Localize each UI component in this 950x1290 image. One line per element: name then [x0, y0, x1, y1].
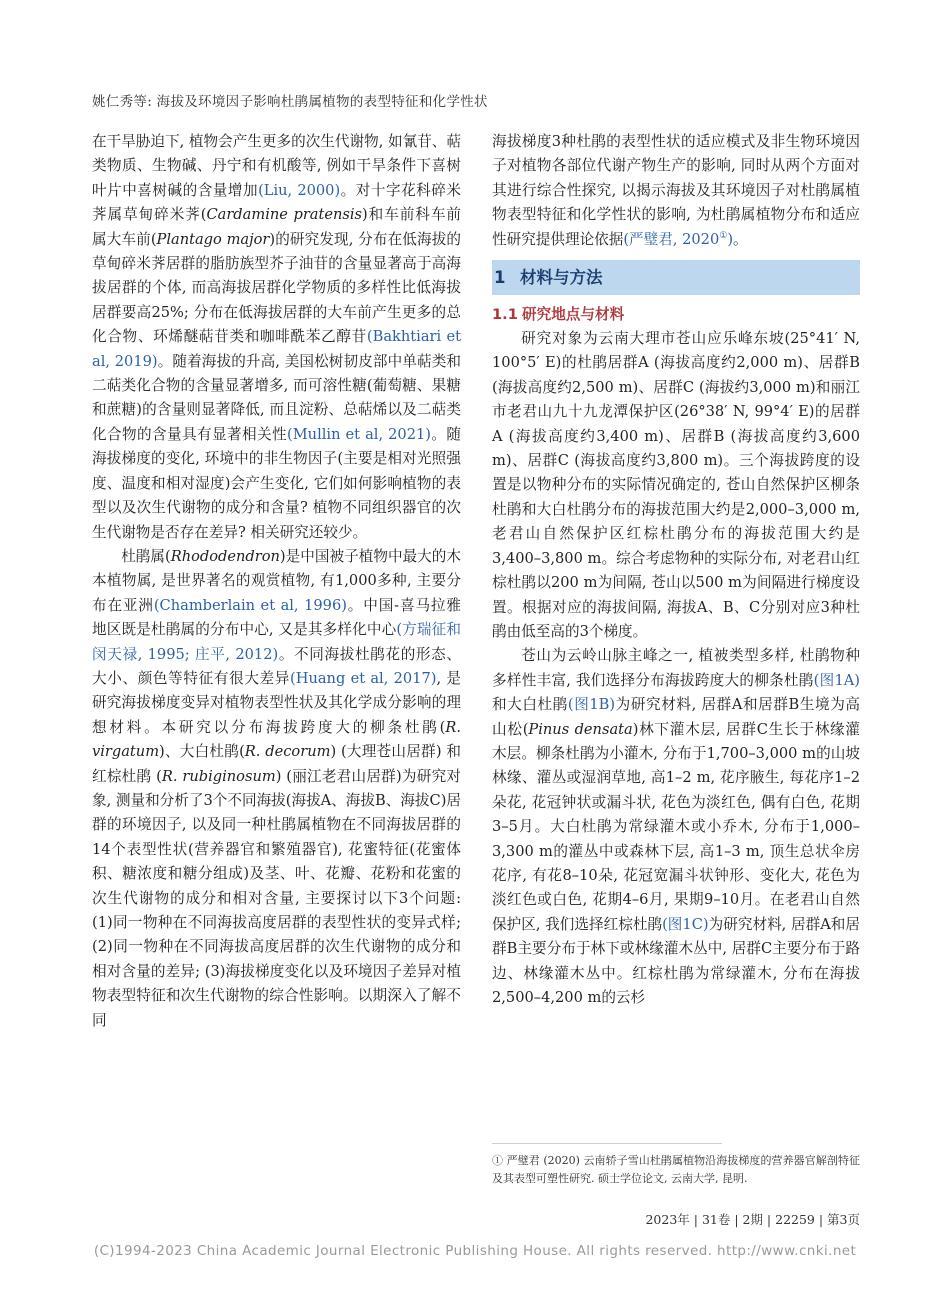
text: 。随海拔梯度的变化, 环境中的非生物因子(主要是相对光照强度、温度和相对湿度)会产生变化, 它们如何影响植物的表型以及次生代谢物的成分和含量? 植物不同组织器官的次生代谢物是否存在差异? 相关研究还较少。 — [92, 425, 461, 541]
genus-name: Rhododendron — [170, 547, 280, 565]
species-name: R. decorum — [244, 743, 331, 761]
citation-link[interactable]: (Mullin et al, 2021) — [287, 425, 431, 443]
citation-link[interactable] — [623, 231, 733, 248]
citation-link[interactable]: (Bakhtiari et al, 2019) — [92, 328, 461, 370]
species-name: Plantago major — [156, 230, 270, 248]
text: ) (丽江老君山居群)为研究对象, 测量和分析了3个不同海拔(海拔A、海拔B、海拔C)居群的环境因子, 以及同一种杜鹃属植物在不同海拔居群的14个表型性状(营养器官和繁殖器官), 花蜜特征(花蜜体积、糖浓度和糖分组成)及茎、叶、花瓣、花粉和花蜜的次生代谢物的成分和相对含量, 主要探讨以下3个问题: (1)同一物种在不同海拔高度居群的表型性状的变异式样; (2)同一物种在不同海拔高度居群的次生代谢物的成分和相对含量的差异; (3)海拔梯度变化以及环境因子差异对植物表型特征和次生代谢物的综合性影响。以期深入了解不同 — [92, 767, 461, 1029]
text: 。不同海拔杜鹃花的形态、大小、颜色等特征有很大差异 — [92, 645, 461, 687]
subsection-heading — [492, 303, 860, 327]
text: 和大白杜鹃 — [492, 696, 568, 714]
page-info: 2023年 | 31卷 | 2期 | 22259 | 第3页 — [645, 1212, 860, 1227]
text: 为研究材料, 居群A和居群B生境为高山松( — [492, 696, 860, 738]
paragraph-materials — [492, 644, 860, 1010]
text: 杜鹃属( — [121, 547, 171, 565]
citation-text: ) — [727, 230, 734, 248]
text: 在干旱胁迫下, 植物会产生更多的次生代谢物, 如氰苷、萜类物质、生物碱、丹宁和有机酸等, 例如干旱条件下喜树叶片中喜树碱的含量增加 — [92, 133, 461, 199]
text: 。 — [733, 230, 748, 248]
citation-link[interactable]: (Chamberlain et al, 1996) — [153, 596, 347, 614]
figure-link[interactable]: (图1A) — [813, 671, 860, 689]
right-column — [492, 130, 860, 1010]
subsection-number: 1.1 — [492, 306, 518, 324]
text: )、大白杜鹃( — [159, 743, 245, 761]
text: 苍山为云岭山脉主峰之一, 植被类型多样, 杜鹃物种多样性丰富, 我们选择分布海拔跨度大的柳条杜鹃 — [492, 647, 860, 689]
text: 。随着海拔的升高, 美国松树韧皮部中单萜类和二萜类化合物的含量显著增多, 而可溶性糖(葡萄糖、果糖和蔗糖)的含量则显著降低, 而且淀粉、总萜烯以及二萜类化合物的含量具有显著相关性 — [92, 352, 462, 443]
section-number: 1 — [494, 268, 506, 288]
paragraph-2 — [92, 545, 461, 1033]
citation-text: (严璧君, 2020 — [623, 230, 720, 248]
paragraph-study-site: 研究对象为云南大理市苍山应乐峰东坡(25°41′ N, 100°5′ E)的杜鹃居群A (海拔高度约2,000 m)、居群B (海拔高度约2,500 m)、居群C (海拔约3,000 m)和丽江市老君山九十九龙潭保护区(26°38′ N, 99°4′ E)的居群A (海拔高度约3,400 m)、居群B (海拔高度约3,600 m)、居群C (海拔高度约3,800 m)。三个海拔跨度的设置是以物种分布的实际情况确定的, 苍山自然保护区柳条杜鹃和大白杜鹃分布的海拔范围大约是2,000–3,000 m, 老君山自然保护区红棕杜鹃分布的海拔范围大约是3,400–3,800 m。综合考虑物种的实际分布, 对老君山红棕杜鹃以200 m为间隔, 苍山以500 m为间隔进行梯度设置。根据对应的海拔间隔, 海拔A、B、C分别对应3种杜鹃由低至高的3个梯度。 — [492, 330, 860, 640]
text: )林下灌木层, 居群C生长于林缘灌木层。柳条杜鹃为小灌木, 分布于1,700–3,000 m的山坡林缘、灌丛或湿润草地, 高1–2 m, 花序腋生, 每花序1–2朵花, 花冠钟状或漏斗状, 花色为淡红色, 偶有白色, 花期3–5月。大白杜鹃为常绿灌木或小乔木, 分布于1,000–3,300 m的灌丛中或森林下层, 高1–3 m, 顶生总状伞房花序, 有花8–10朵, 花冠宽漏斗状钟形、变化大, 花色为淡红色或白色, 花期4–6月, 果期9–10月。在老君山自然保护区, 我们选择红棕杜鹃 — [492, 720, 860, 933]
paragraph-continued — [492, 130, 860, 252]
running-header: 姚仁秀等: 海拔及环境因子影响杜鹃属植物的表型特征和化学性状 — [92, 94, 488, 110]
species-name: Cardamine pratensis — [206, 206, 363, 224]
subsection-title: 研究地点与材料 — [522, 306, 625, 324]
species-name: R. virgatum — [92, 718, 461, 761]
text: 。对十字花科碎米荠属草甸碎米荠( — [92, 181, 461, 224]
citation-link[interactable]: (Huang et al, 2017) — [290, 669, 437, 687]
text: )的研究发现, 分布在低海拔的草甸碎米荠居群的脂肪族型芥子油苷的含量显著高于高海拔居群的个体, 而高海拔居群化学物质的多样性比低海拔居群要高25%; 分布在低海拔居群的大车前产生更多的总化合物、环烯醚萜苷类和咖啡酰苯乙醇苷 — [92, 230, 461, 346]
citation-link[interactable]: (Liu, 2000) — [258, 181, 341, 199]
section-title: 材料与方法 — [520, 268, 603, 288]
figure-link[interactable]: (图1B) — [567, 696, 616, 714]
footnote: ① 严璧君 (2020) 云南轿子雪山杜鹃属植物沿海拔梯度的营养器官解剖特征及其表型可塑性研究. 硕士学位论文, 云南大学, 昆明. — [492, 1154, 860, 1185]
section-heading — [492, 260, 860, 295]
figure-link[interactable]: (图1C) — [662, 915, 709, 933]
species-name: R. rubiginosum — [161, 767, 276, 785]
footnote-marker[interactable]: ① — [719, 230, 728, 241]
text: , 是研究海拔梯度变异对植物表型性状及其化学成分影响的理想材料。本研究以分布海拔跨度大的柳条杜鹃( — [92, 669, 461, 736]
paragraph-1 — [92, 130, 461, 545]
left-column — [92, 130, 461, 1033]
text: 为研究材料, 居群A和居群B主要分布于林下或林缘灌木丛中, 居群C主要分布于路边、林缘灌木丛中。红棕杜鹃为常绿灌木, 分布在海拔2,500–4,200 m的云杉 — [492, 915, 860, 1006]
species-name: Pinus densata — [528, 720, 633, 738]
text: ) (大理苍山居群) 和红棕杜鹃 ( — [92, 743, 462, 785]
footnote-divider — [492, 1143, 722, 1144]
text: )是中国被子植物中最大的木本植物属, 是世界著名的观赏植物, 有1,000多种, 主要分布在亚洲 — [92, 547, 461, 614]
copyright-line: (C)1994-2023 China Academic Journal Electronic Publishing House. All rights reserved. http://www.cnki.net — [93, 1243, 857, 1259]
citation-link[interactable]: (方瑞征和闵天禄, 1995; 庄平, 2012) — [92, 621, 461, 663]
text: 。中国-喜马拉雅地区既是杜鹃属的分布中心, 又是其多样化中心 — [92, 596, 461, 639]
text: 海拔梯度3种杜鹃的表型性状的适应模式及非生物环境因子对植物各部位代谢产物生产的影响, 同时从两个方面对其进行综合性探究, 以揭示海拔及其环境因子对杜鹃属植物表型特征和化学性状的影响, 为杜鹃属植物分布和适应性研究提供理论依据 — [492, 133, 860, 248]
text: )和车前科车前属大车前( — [92, 206, 461, 248]
